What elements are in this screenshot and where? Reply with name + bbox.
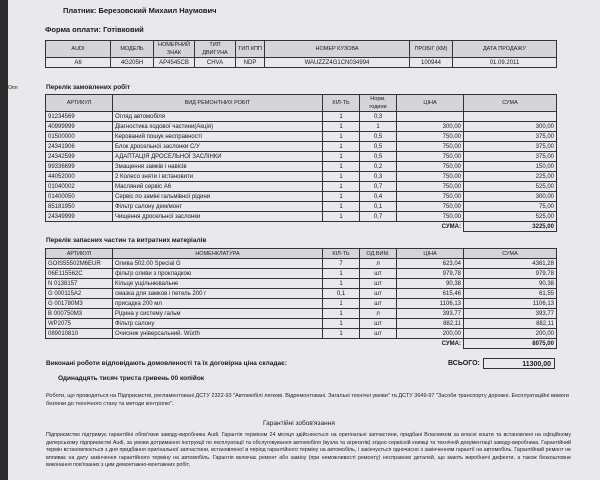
- works-cell: 1: [323, 202, 360, 212]
- car-value-row: [46, 58, 557, 68]
- car-col-plate: НОМЕРНИЙ ЗНАК: [154, 41, 195, 58]
- works-cell: Блок дросельної заслонки С/У: [113, 142, 323, 152]
- car-sale-date: 01.09.2011: [453, 58, 557, 68]
- works-cell: 1: [323, 162, 360, 172]
- works-cell: 0,2: [360, 162, 397, 172]
- works-row: [46, 212, 557, 222]
- parts-col-unit: ОД.ВИМ.: [360, 249, 397, 259]
- works-cell: Керований пошук несправності: [113, 132, 323, 142]
- parts-row: [46, 299, 557, 309]
- invoice-page: [8, 0, 600, 480]
- works-cell: 0,5: [360, 152, 397, 162]
- works-cell: 1: [360, 122, 397, 132]
- works-cell: Чищення дросельної заслонки: [113, 212, 323, 222]
- works-cell: Фільтр салону дем/монт: [113, 202, 323, 212]
- works-row: [46, 152, 557, 162]
- works-cell: 1: [323, 182, 360, 192]
- parts-cell: G 000115A2: [46, 289, 113, 299]
- payment-form: Форма оплати: Готівковий: [45, 25, 144, 34]
- works-cell: Масляний сервіс A6: [113, 182, 323, 192]
- works-cell: 0,7: [360, 182, 397, 192]
- car-plate: AP4545CB: [154, 58, 195, 68]
- works-cell: 0,1: [360, 202, 397, 212]
- parts-col-sum: СУМА: [464, 249, 557, 259]
- summary-all-label: ВСЬОГО:: [448, 360, 480, 367]
- payer-line: Платник: Березовский Михаил Наумович: [63, 6, 217, 15]
- works-cell: 1: [323, 172, 360, 182]
- works-cell: 40999999: [46, 122, 113, 132]
- works-header-row: [46, 95, 557, 112]
- parts-cell: л: [360, 259, 397, 269]
- car-col-model: МОДЕЛЬ: [111, 41, 154, 58]
- parts-row: [46, 289, 557, 299]
- parts-cell: 200,00: [464, 329, 557, 339]
- works-cell: 0,5: [360, 142, 397, 152]
- parts-cell: 1: [323, 299, 360, 309]
- parts-row: [46, 259, 557, 269]
- works-cell: 750,00: [397, 192, 464, 202]
- parts-cell: шт: [360, 299, 397, 309]
- parts-cell: 0,1: [323, 289, 360, 299]
- works-col-sum: СУМА: [464, 95, 557, 112]
- works-total-row: [46, 222, 557, 232]
- works-row: [46, 172, 557, 182]
- parts-cell: шт: [360, 279, 397, 289]
- works-col-work: ВИД РЕМОНТНИХ РОБІТ: [113, 95, 323, 112]
- works-cell: 750,00: [397, 172, 464, 182]
- parts-row: [46, 319, 557, 329]
- parts-cell: 90,38: [464, 279, 557, 289]
- parts-cell: шт: [360, 289, 397, 299]
- parts-col-article: АРТИКУЛ: [46, 249, 113, 259]
- parts-row: [46, 309, 557, 319]
- parts-cell: 1106,13: [464, 299, 557, 309]
- parts-cell: 393,77: [397, 309, 464, 319]
- works-cell: 91234569: [46, 112, 113, 122]
- warranty-title: Гарантійні зобов'язання: [263, 420, 335, 427]
- car-col-make: AUDI: [46, 41, 111, 58]
- parts-cell: 1: [323, 269, 360, 279]
- works-body: [46, 112, 557, 222]
- works-cell: 24342599: [46, 152, 113, 162]
- parts-row: [46, 269, 557, 279]
- works-cell: 1: [323, 132, 360, 142]
- car-col-mileage: ПРОБІГ (КМ): [410, 41, 453, 58]
- works-cell: 01040002: [46, 182, 113, 192]
- parts-cell: Очисник універсальний. Würth: [113, 329, 323, 339]
- works-cell: 750,00: [397, 152, 464, 162]
- works-cell: Огляд автомобіля: [113, 112, 323, 122]
- parts-cell: 1: [323, 329, 360, 339]
- parts-total-row: [46, 339, 557, 349]
- works-cell: 1: [323, 152, 360, 162]
- parts-cell: шт: [360, 269, 397, 279]
- works-cell: 750,00: [397, 162, 464, 172]
- parts-col-qty: КІЛ-ТЬ: [323, 249, 360, 259]
- works-row: [46, 132, 557, 142]
- works-cell: 1: [323, 122, 360, 132]
- works-cell: 1: [323, 192, 360, 202]
- parts-cell: 4361,28: [464, 259, 557, 269]
- works-cell: 525,00: [464, 212, 557, 222]
- parts-cell: 200,00: [397, 329, 464, 339]
- works-cell: 750,00: [397, 182, 464, 192]
- works-cell: 375,00: [464, 132, 557, 142]
- works-cell: 1: [323, 112, 360, 122]
- parts-cell: N 0138157: [46, 279, 113, 289]
- car-col-vin: НОМЕР КУЗОВА: [265, 41, 410, 58]
- works-total: 3225,00: [464, 222, 557, 232]
- works-cell: [464, 112, 557, 122]
- works-cell: 300,00: [397, 122, 464, 132]
- works-cell: 225,00: [464, 172, 557, 182]
- works-cell: 750,00: [397, 202, 464, 212]
- works-cell: 1: [323, 142, 360, 152]
- works-cell: 24349999: [46, 212, 113, 222]
- parts-cell: 7: [323, 259, 360, 269]
- works-cell: 0,7: [360, 212, 397, 222]
- page-edge: [0, 0, 8, 480]
- works-cell: 0,3: [360, 172, 397, 182]
- works-cell: Діагностика ходової частини(Акція): [113, 122, 323, 132]
- parts-cell: 615,46: [397, 289, 464, 299]
- works-cell: 24341906: [46, 142, 113, 152]
- car-header-row: [46, 41, 557, 58]
- car-gearbox: NDP: [236, 58, 265, 68]
- works-cell: 375,00: [464, 152, 557, 162]
- car-col-engine: ТИП ДВИГУНА: [195, 41, 236, 58]
- parts-title: Перелік запасних частин та витратних матеріалів: [46, 237, 207, 244]
- parts-row: [46, 329, 557, 339]
- works-cell: 300,00: [464, 122, 557, 132]
- parts-table: [45, 248, 557, 349]
- parts-cell: GOIS55502M6EUR: [46, 259, 113, 269]
- car-vin: WAUZZZ4G1CN034994: [265, 58, 410, 68]
- parts-cell: 61,55: [464, 289, 557, 299]
- parts-header-row: [46, 249, 557, 259]
- works-cell: 750,00: [397, 142, 464, 152]
- summary-words: Одинадцять тисяч триста гривень 00 копійок: [58, 375, 205, 382]
- parts-cell: шт: [360, 319, 397, 329]
- works-col-hours: Норм. години: [360, 95, 397, 112]
- parts-cell: 1106,13: [397, 299, 464, 309]
- works-col-qty: КІЛ-ТЬ: [323, 95, 360, 112]
- car-table: [45, 40, 557, 68]
- works-cell: Сервіс по заміні гальмівної рідини: [113, 192, 323, 202]
- works-cell: 150,00: [464, 162, 557, 172]
- works-row: [46, 142, 557, 152]
- parts-cell: 882,11: [464, 319, 557, 329]
- parts-cell: Кільце ущільнювальне: [113, 279, 323, 289]
- works-row: [46, 202, 557, 212]
- works-cell: 750,00: [397, 212, 464, 222]
- works-cell: 01400050: [46, 192, 113, 202]
- parts-cell: 1: [323, 279, 360, 289]
- car-make: A6: [46, 58, 111, 68]
- works-cell: 44052000: [46, 172, 113, 182]
- works-table: [45, 94, 557, 232]
- works-cell: АДАПТАЦІЯ ДРОСЕЛЬНОЇ ЗАСЛІНКИ: [113, 152, 323, 162]
- works-total-label: СУМА:: [441, 223, 461, 230]
- regulation-note: Роботи, що проводяться на Підприємстві, регламентовані ДСТУ 2322-93 "Автомобілі легкові. Відремонтовані. Загальні технічні умови" та ДСТУ 3649-97 "Засоби транспорту дорожні. Експлуатаційні вимоги безпеки до технічного стану та методи контролю".: [46, 393, 569, 407]
- works-cell: 375,00: [464, 142, 557, 152]
- car-col-sale-date: ДАТА ПРОДАЖУ: [453, 41, 557, 58]
- parts-body: [46, 259, 557, 339]
- parts-cell: фільтр оливи з прокладкою: [113, 269, 323, 279]
- parts-cell: 882,11: [397, 319, 464, 329]
- parts-col-price: ЦІНА: [397, 249, 464, 259]
- parts-col-name: НОМЕНКЛАТУРА: [113, 249, 323, 259]
- parts-row: [46, 279, 557, 289]
- parts-cell: Олива 502.00 Special G: [113, 259, 323, 269]
- parts-cell: 623,04: [397, 259, 464, 269]
- car-mileage: 100944: [410, 58, 453, 68]
- car-model: 4G205H: [111, 58, 154, 68]
- parts-cell: 90,38: [397, 279, 464, 289]
- works-cell: 75,00: [464, 202, 557, 212]
- works-cell: 0,3: [360, 112, 397, 122]
- works-row: [46, 122, 557, 132]
- parts-cell: 979,78: [397, 269, 464, 279]
- parts-cell: 393,77: [464, 309, 557, 319]
- works-cell: 0,4: [360, 192, 397, 202]
- works-row: [46, 112, 557, 122]
- works-cell: Змащення замків і навісів: [113, 162, 323, 172]
- works-col-article: АРТИКУЛ: [46, 95, 113, 112]
- parts-total-label: СУМА:: [441, 340, 461, 347]
- works-title: Перелік замовлених робіт: [46, 84, 131, 91]
- parts-cell: B 000750M3: [46, 309, 113, 319]
- car-engine: CHVA: [195, 58, 236, 68]
- works-row: [46, 162, 557, 172]
- parts-cell: шт: [360, 329, 397, 339]
- works-col-price: ЦІНА: [397, 95, 464, 112]
- warranty-text: Підприємство підтримує гарантійні обов'язки заводу-виробника Audi. Гарантія терміном 24 місяця здійснюється на оригінальні запчастини, придбані Власником за власні кошти та встановлені на офіційному дилерському підприємстві Audi, за умови дотримання інструкції по експлуатації та обслуговування автомобіля (вузла та агрегатів) згідно сервісній книжці та технічній документації заводу-виробника. Гарантійний термін встановлюється з дня придбання оригінальної запчастини, встановленої в період гарантійного терміну на автомобіль, і закінчується одночасно з закінченням гарантії на автомобіль. Гарантійний ремонт не впливає на дату закінчення гарантійного терміну на автомобіль. Гарантія включає ремонт або заміну (при неможливості ремонту) несправних деталей, що мають виробничі дефекти, а також безкоштовне виконання пов'язаних з цим демонтажно-монтажних робіт,: [46, 432, 571, 468]
- parts-total: 8075,00: [464, 339, 557, 349]
- parts-cell: смазка для замков і петель 200 г: [113, 289, 323, 299]
- parts-cell: WP2075: [46, 319, 113, 329]
- parts-cell: 089010810: [46, 329, 113, 339]
- summary-all-value: 11300,00: [483, 358, 555, 369]
- works-cell: 750,00: [397, 132, 464, 142]
- parts-cell: Фільтр салону: [113, 319, 323, 329]
- works-cell: 300,00: [464, 192, 557, 202]
- works-cell: 1: [323, 212, 360, 222]
- works-cell: 0,5: [360, 132, 397, 142]
- works-cell: 99336699: [46, 162, 113, 172]
- works-cell: 525,00: [464, 182, 557, 192]
- parts-cell: присадка 200 мл: [113, 299, 323, 309]
- parts-cell: л: [360, 309, 397, 319]
- parts-cell: Рідина у систему гальм: [113, 309, 323, 319]
- parts-cell: 979,78: [464, 269, 557, 279]
- works-cell: 01500000: [46, 132, 113, 142]
- summary-line: Виконані роботи відповідають домовленості та їх договірна ціна складає:: [46, 360, 287, 367]
- works-row: [46, 192, 557, 202]
- works-cell: 85181950: [46, 202, 113, 212]
- stray-text: Опл: [8, 85, 18, 91]
- parts-cell: 06E115562C: [46, 269, 113, 279]
- works-cell: [397, 112, 464, 122]
- works-row: [46, 182, 557, 192]
- parts-cell: 1: [323, 309, 360, 319]
- car-col-gearbox: ТИП КПП: [236, 41, 265, 58]
- parts-cell: G 001780M3: [46, 299, 113, 309]
- parts-cell: 1: [323, 319, 360, 329]
- works-cell: 2 Колесо зняти і встановити: [113, 172, 323, 182]
